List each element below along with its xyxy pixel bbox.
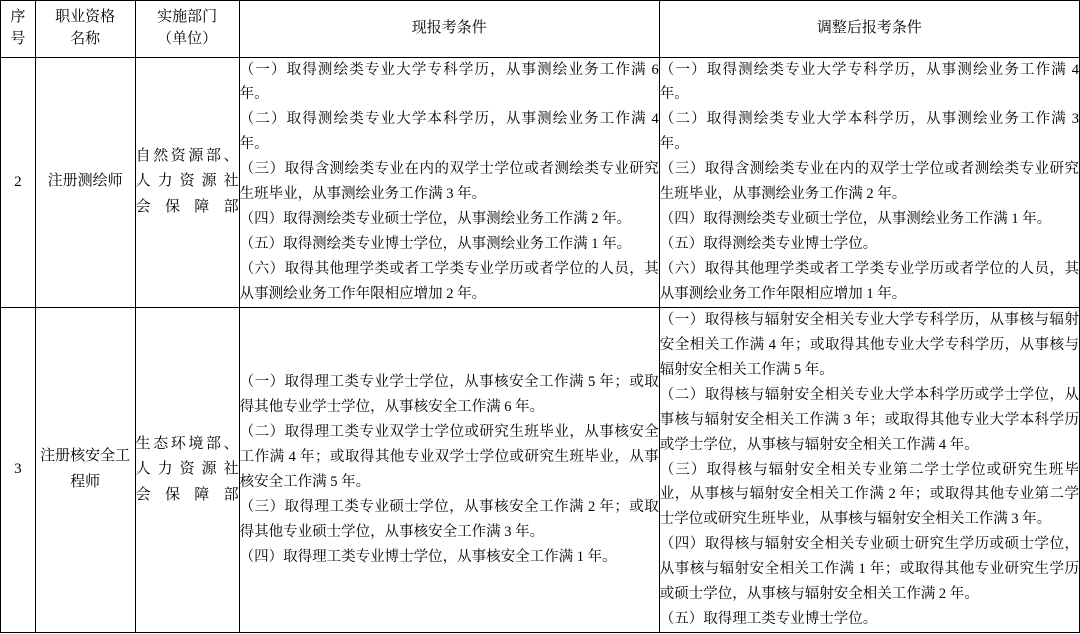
table-body — [1, 57, 1080, 633]
table-row — [1, 307, 1080, 632]
column-header-qualification-name-line2: 名称 — [70, 30, 101, 47]
requirement-item: （二）取得测绘类专业大学本科学历，从事测绘业务工作满 3 年。 — [659, 111, 1079, 153]
row-department-line-2: 人力资源社 — [135, 173, 239, 190]
row-sequence-number: 2 — [1, 57, 36, 307]
requirement-item: （四）取得核与辐射安全相关专业硕士研究生学历或硕士学位，从事核与辐射安全相关工作满 1 年；或取得其他专业研究生学历或硕士学位，从事核与辐射安全相关工作满 2 年。 — [659, 536, 1079, 603]
row-qualification-name: 注册核安全工程师 — [35, 307, 135, 632]
column-header-implementing-department-line1: 实施部门 — [157, 9, 218, 25]
requirement-item: （五）取得测绘类专业博士学位。 — [659, 236, 878, 253]
requirement-item: （三）取得含测绘类专业在内的双学士学位或者测绘类专业研究生班毕业，从事测绘业务工作满 2 年。 — [659, 161, 1079, 203]
requirement-item: （六）取得其他理学类或者工学类专业学历或者学位的人员，其从事测绘业务工作年限相应增加 1 年。 — [659, 261, 1079, 302]
requirement-item: （四）取得理工类专业博士学位，从事核安全工作满 1 年。 — [239, 548, 617, 565]
requirement-item: （四）取得测绘类专业硕士学位，从事测绘业务工作满 2 年。 — [239, 211, 632, 228]
requirement-item: （五）取得测绘类专业博士学位，从事测绘业务工作满 1 年。 — [239, 236, 632, 253]
row-department-line-2: 人力资源社 — [135, 461, 239, 478]
requirement-item: （一）取得测绘类专业大学专科学历，从事测绘业务工作满 6 年。 — [239, 61, 659, 103]
requirement-item: （一）取得理工类专业学士学位，从事核安全工作满 5 年；或取得其他专业学士学位，从事核安全工作满 6 年。 — [239, 374, 659, 416]
column-header-current-requirements: 现报考条件 — [239, 1, 659, 58]
requirement-item: （三）取得含测绘类专业在内的双学士学位或者测绘类专业研究生班毕业，从事测绘业务工作满 3 年。 — [239, 161, 659, 203]
table-header-row — [1, 1, 1080, 58]
column-header-sequence-line2: 号 — [10, 30, 26, 47]
requirement-item: （六）取得其他理学类或者工学类专业学历或者学位的人员，其从事测绘业务工作年限相应增加 2 年。 — [239, 261, 659, 302]
row-adjusted-requirements — [659, 307, 1079, 632]
requirement-item: （二）取得测绘类专业大学本科学历，从事测绘业务工作满 4 年。 — [239, 111, 659, 153]
column-header-qualification-name-line1: 职业资格 — [55, 9, 116, 25]
requirement-item: （五）取得理工类专业博士学位。 — [659, 611, 878, 628]
column-header-implementing-department-line2: （单位） — [157, 30, 218, 47]
row-department-line-1: 生态环境部、 — [135, 435, 239, 452]
requirement-item: （三）取得理工类专业硕士学位，从事核安全工作满 2 年；或取得其他专业硕士学位，从事核安全工作满 3 年。 — [239, 498, 659, 540]
table-header — [1, 1, 1080, 58]
requirement-item: （二）取得核与辐射安全相关专业大学本科学历或学士学位，从事核与辐射安全相关工作满 3 年；或取得其他专业大学本科学历或学士学位，从事核与辐射安全相关工作满 4 年。 — [659, 386, 1079, 453]
column-header-qualification-name — [35, 1, 135, 58]
requirement-item: （一）取得核与辐射安全相关专业大学专科学历，从事核与辐射安全相关工作满 4 年；或取得其他专业大学专科学历，从事核与辐射安全相关工作满 5 年。 — [659, 311, 1079, 378]
column-header-sequence — [1, 1, 36, 58]
table-row — [1, 57, 1080, 307]
row-current-requirements — [239, 57, 659, 307]
row-qualification-name: 注册测绘师 — [35, 57, 135, 307]
row-implementing-department — [135, 307, 239, 632]
column-header-sequence-line1: 序 — [10, 9, 26, 25]
column-header-implementing-department — [135, 1, 239, 58]
column-header-adjusted-requirements: 调整后报考条件 — [659, 1, 1079, 58]
row-department-line-3: 会保障部 — [135, 486, 239, 503]
requirement-item: （四）取得测绘类专业硕士学位，从事测绘业务工作满 1 年。 — [659, 211, 1052, 228]
row-sequence-number: 3 — [1, 307, 36, 632]
requirement-item: （二）取得理工类专业双学士学位或研究生班毕业，从事核安全工作满 4 年；或取得其他专业双学士学位或研究生班毕业，从事核安全工作满 5 年。 — [239, 424, 659, 490]
row-adjusted-requirements — [659, 57, 1079, 307]
requirement-item: （三）取得核与辐射安全相关专业第二学士学位或研究生班毕业，从事核与辐射安全相关工作满 2 年；或取得其他专业第二学士学位或研究生班毕业，从事核与辐射安全相关工作满 3 年。 — [659, 461, 1079, 528]
row-current-requirements — [239, 307, 659, 632]
row-implementing-department — [135, 57, 239, 307]
requirement-item: （一）取得测绘类专业大学专科学历，从事测绘业务工作满 4 年。 — [659, 61, 1079, 103]
row-department-line-3: 会保障部 — [135, 198, 239, 215]
row-department-line-1: 自然资源部、 — [135, 147, 239, 164]
